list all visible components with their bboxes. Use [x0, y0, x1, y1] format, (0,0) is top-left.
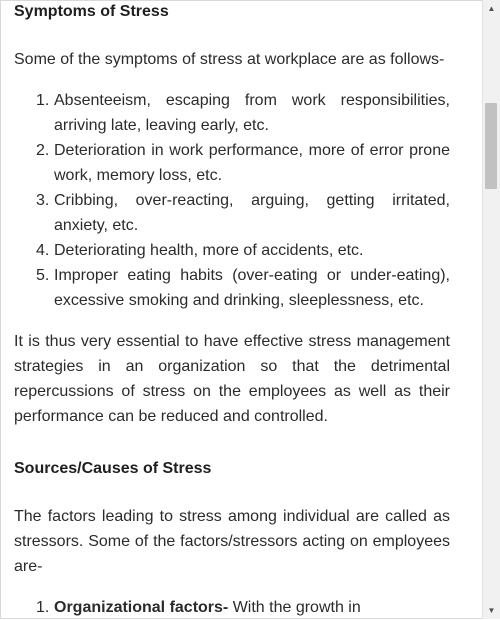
list-text: Deterioration in work performance, more of error prone work, memory loss, etc.	[54, 142, 450, 184]
list-number: 3.	[36, 192, 50, 209]
scrollbar-thumb[interactable]	[485, 103, 497, 189]
list-number: 5.	[36, 267, 50, 284]
list-item	[14, 263, 450, 313]
symptoms-list	[14, 88, 450, 313]
list-text: Improper eating habits (over-eating or under-eating), excessive smoking and drinking, sleeplessness, etc.	[54, 267, 450, 309]
list-number: 1.	[36, 92, 50, 109]
list-item	[14, 88, 450, 138]
article-content	[14, 1, 450, 620]
list-number: 4.	[36, 242, 50, 259]
management-paragraph: It is thus very essential to have effective stress management strategies in an organization so that the detrimental repercussions of stress on the employees as well as their performance can be reduced and controlled.	[14, 333, 450, 425]
sources-list	[14, 595, 450, 620]
vertical-scrollbar[interactable]	[482, 0, 500, 619]
list-number: 2.	[36, 142, 50, 159]
list-text: Cribbing, over-reacting, arguing, getting irritated, anxiety, etc.	[54, 192, 450, 234]
scroll-down-icon[interactable]: ▼	[487, 606, 496, 615]
list-item	[14, 188, 450, 238]
scroll-up-icon[interactable]: ▲	[487, 4, 496, 13]
list-item	[14, 238, 450, 263]
list-text: Absenteeism, escaping from work responsibilities, arriving late, leaving early, etc.	[54, 92, 450, 134]
symptoms-heading: Symptoms of Stress	[14, 3, 169, 20]
list-item	[14, 595, 450, 620]
list-item-term: Organizational factors-	[54, 599, 229, 616]
list-text: Deteriorating health, more of accidents, etc.	[54, 242, 364, 259]
sources-heading: Sources/Causes of Stress	[14, 460, 212, 477]
sources-paragraph: The factors leading to stress among individual are called as stressors. Some of the factors/stressors acting on employees are-	[14, 508, 450, 575]
list-item	[14, 138, 450, 188]
symptoms-intro: Some of the symptoms of stress at workplace are as follows-	[14, 51, 445, 68]
list-text: With the growth in	[228, 599, 361, 616]
list-number: 1.	[36, 599, 50, 616]
